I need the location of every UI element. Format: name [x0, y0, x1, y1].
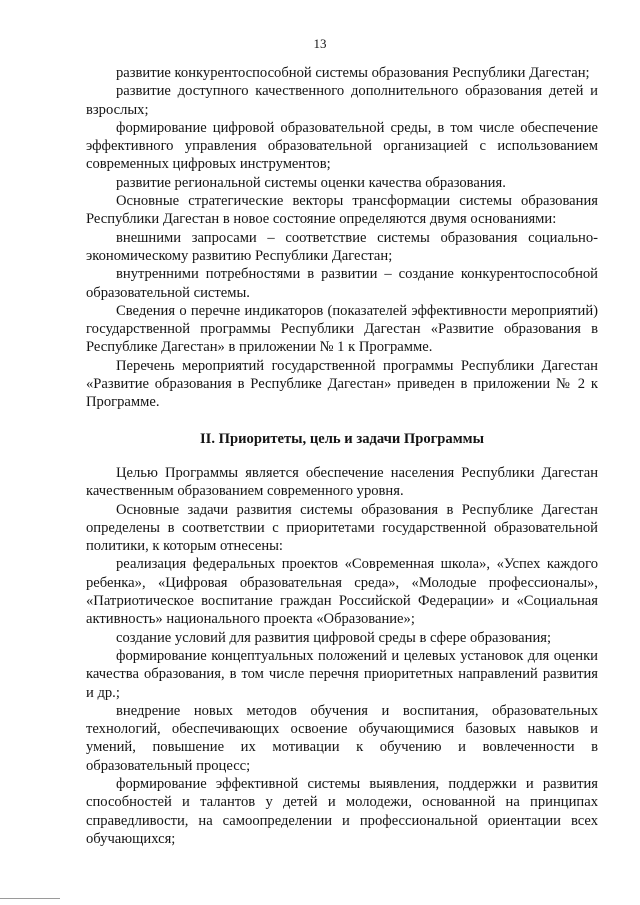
- paragraph: формирование цифровой образовательной среды, в том числе обеспечение эффективного управления образовательной организацией с использованием современных цифровых инструментов;: [86, 119, 598, 173]
- paragraph: реализация федеральных проектов «Современная школа», «Успех каждого ребенка», «Цифровая образовательная среда», «Молодые профессионалы», «Патриотическое воспитание граждан Российской Федерации» и «Социальная активность» национального проекта «Образование»;: [86, 556, 598, 628]
- body-text-top: [86, 64, 598, 412]
- page-number: 13: [313, 36, 327, 51]
- paragraph: Основные стратегические векторы трансформации системы образования Республики Дагестан в новое состояние определяются двумя основаниями:: [86, 193, 598, 228]
- section-heading: II. Приоритеты, цель и задачи Программы: [200, 431, 484, 447]
- paragraph: Целью Программы является обеспечение населения Республики Дагестан качественным образованием современного уровня.: [86, 465, 598, 500]
- paragraph: создание условий для развития цифровой среды в сфере образования;: [116, 629, 552, 646]
- paragraph: развитие доступного качественного дополнительного образования детей и взрослых;: [86, 83, 598, 118]
- paragraph: Основные задачи развития системы образования в Республике Дагестан определены в соответствии с приоритетами государственной образовательной политики, к которым отнесены:: [86, 501, 598, 555]
- scan-edge-mark: [0, 898, 60, 899]
- paragraph: развитие региональной системы оценки качества образования.: [116, 174, 506, 191]
- body-text-bottom: [86, 464, 598, 848]
- paragraph: внутренними потребностями в развитии – создание конкурентоспособной образовательной системы.: [86, 266, 598, 301]
- paragraph: формирование концептуальных положений и целевых установок для оценки качества образования, в том числе перечня приоритетных направлений развития и др.;: [86, 647, 598, 701]
- paragraph: развитие конкурентоспособной системы образования Республики Дагестан;: [116, 65, 590, 81]
- paragraph: внешними запросами – соответствие системы образования социально-экономическому развитию Республики Дагестан;: [86, 229, 598, 264]
- paragraph: Перечень мероприятий государственной программы Республики Дагестан «Развитие образования в Республике Дагестан» приведен в приложении № 2 к Программе.: [86, 357, 598, 411]
- paragraph: формирование эффективной системы выявления, поддержки и развития способностей и талантов у детей и молодежи, основанной на принципах справедливости, на самоопределении и профессиональной ориентации всех обучающихся;: [86, 776, 598, 847]
- paragraph: внедрение новых методов обучения и воспитания, образовательных технологий, обеспечивающих освоение обучающимися базовых навыков и умений, повышение их мотивации к обучению и вовлеченности в образовательный процесс;: [86, 702, 598, 774]
- paragraph: Сведения о перечне индикаторов (показателей эффективности мероприятий) государственной программы Республики Дагестан «Развитие образования в Республике Дагестан» в приложении № 1 к Программе.: [86, 302, 598, 356]
